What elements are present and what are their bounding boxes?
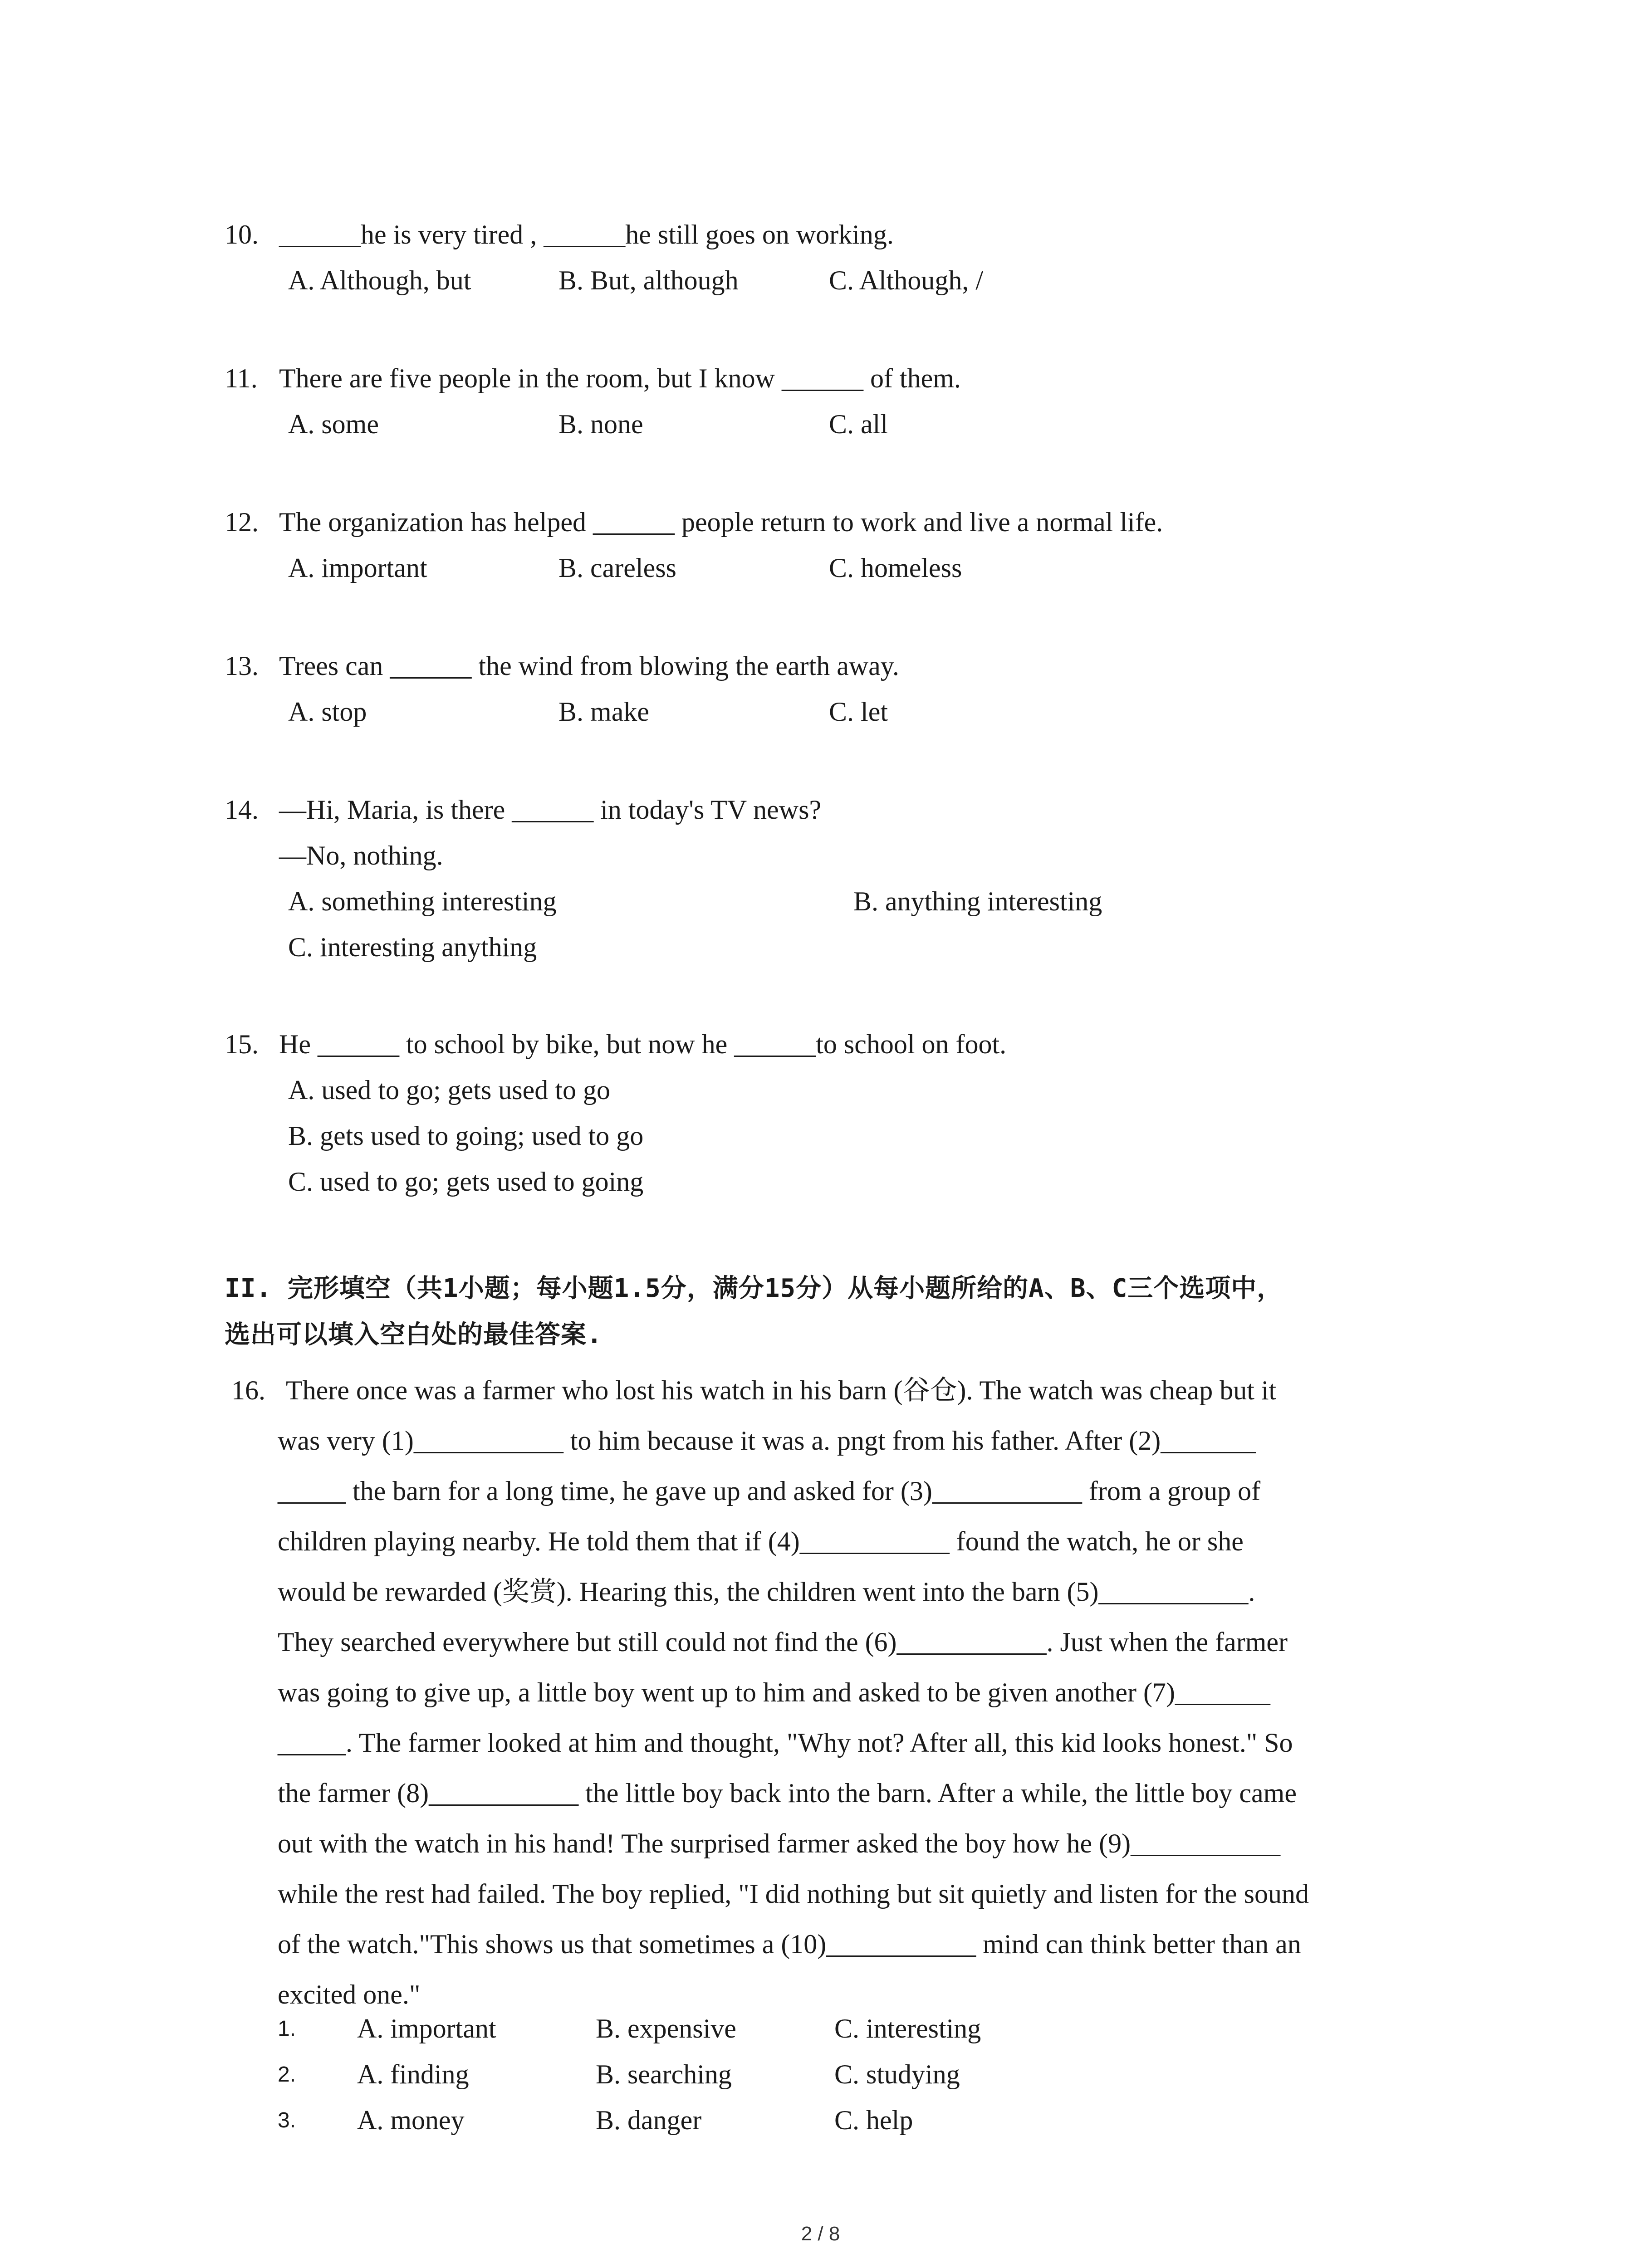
option-b: B. make xyxy=(558,697,649,727)
passage-line: of the watch."This shows us that sometimes a (10)___________ mind can think better than an xyxy=(278,1929,1301,1959)
section-heading-line-2: 选出可以填入空白处的最佳答案. xyxy=(225,1320,603,1349)
question-number: 12. xyxy=(225,507,259,537)
question-text: ______he is very tired , ______he still goes on working. xyxy=(279,220,894,249)
option-b: B. none xyxy=(558,409,643,439)
options-row xyxy=(288,401,1477,447)
passage-line: was going to give up, a little boy went up to him and asked to be given another (7)_______ xyxy=(278,1677,1270,1707)
question-12 xyxy=(225,499,1477,591)
option-b: B. expensive xyxy=(596,2014,736,2043)
question-number: 14. xyxy=(225,795,259,825)
question-text: Trees can ______ the wind from blowing the earth away. xyxy=(279,651,899,681)
option-c: C. studying xyxy=(834,2059,960,2089)
passage-text: There once was a farmer who lost his watch in his barn (谷仓). The watch was cheap but it xyxy=(286,1375,1277,1405)
option-c: C. help xyxy=(834,2105,913,2135)
options-row xyxy=(288,258,1477,303)
passage-line: while the rest had failed. The boy replied, "I did nothing but sit quietly and listen for the sound xyxy=(278,1879,1309,1909)
section-heading xyxy=(225,1266,1490,1358)
question-number: 16. xyxy=(231,1375,265,1405)
cloze-option-number: 1. xyxy=(278,2017,296,2041)
option-c: C. all xyxy=(829,409,888,439)
passage-line: _____. The farmer looked at him and thought, "Why not? After all, this kid looks honest." So xyxy=(278,1728,1293,1758)
option-a: A. important xyxy=(357,2014,496,2043)
question-text: The organization has helped ______ people return to work and live a normal life. xyxy=(279,507,1163,537)
question-text: There are five people in the room, but I know ______ of them. xyxy=(279,363,961,393)
option-c: C. interesting xyxy=(834,2014,981,2043)
question-text: —Hi, Maria, is there ______ in today's TV news? xyxy=(279,795,822,825)
cloze-option-row xyxy=(278,2006,981,2052)
question-11 xyxy=(225,356,1477,447)
question-10 xyxy=(225,212,1477,303)
options-row xyxy=(288,689,1477,735)
option-a: A. Although, but xyxy=(288,265,471,295)
option-a: A. some xyxy=(288,409,379,439)
question-15 xyxy=(225,1022,1477,1205)
cloze-option-row xyxy=(278,2052,981,2097)
question-text: He ______ to school by bike, but now he ______to school on foot. xyxy=(279,1029,1007,1059)
cloze-option-number: 3. xyxy=(278,2108,296,2132)
page-number: 2 / 8 xyxy=(801,2223,840,2245)
passage-line: _____ the barn for a long time, he gave up and asked for (3)___________ from a group of xyxy=(278,1476,1261,1506)
option-a: A. used to go; gets used to go xyxy=(288,1075,610,1105)
question-number: 13. xyxy=(225,651,259,681)
passage-line: was very (1)___________ to him because it was a. pngt from his father. After (2)_______ xyxy=(278,1426,1256,1456)
section-heading-line-1: II. 完形填空（共1小题；每小题1.5分，满分15分）从每小题所给的A、B、C三个选项中， xyxy=(225,1274,1283,1303)
cloze-passage xyxy=(278,1416,1503,2020)
passage-line: out with the watch in his hand! The surprised farmer asked the boy how he (9)___________ xyxy=(278,1828,1281,1858)
cloze-option-row xyxy=(278,2097,981,2143)
passage-first-line xyxy=(231,1365,1479,1416)
option-b: B. gets used to going; used to go xyxy=(288,1121,644,1151)
cloze-option-number: 2. xyxy=(278,2063,296,2087)
option-c: C. interesting anything xyxy=(288,932,537,962)
option-b: B. danger xyxy=(596,2105,702,2135)
option-b: B. But, although xyxy=(558,265,739,295)
option-a: A. something interesting xyxy=(288,886,557,916)
question-13 xyxy=(225,643,1477,735)
option-a: A. stop xyxy=(288,697,367,727)
option-b: B. careless xyxy=(558,553,676,583)
passage-line: children playing nearby. He told them that if (4)___________ found the watch, he or she xyxy=(278,1526,1244,1556)
option-c: C. used to go; gets used to going xyxy=(288,1167,644,1197)
question-number: 15. xyxy=(225,1029,259,1059)
option-c: C. homeless xyxy=(829,553,962,583)
question-14 xyxy=(225,787,1477,970)
option-c: C. let xyxy=(829,697,888,727)
question-answer-line: —No, nothing. xyxy=(279,841,443,870)
question-number: 10. xyxy=(225,220,259,249)
question-number: 11. xyxy=(225,363,258,393)
cloze-options xyxy=(278,2006,981,2143)
options-row xyxy=(288,545,1477,591)
option-b: B. searching xyxy=(596,2059,732,2089)
passage-line: would be rewarded (奖赏). Hearing this, the children went into the barn (5)___________. xyxy=(278,1577,1255,1607)
passage-line: They searched everywhere but still could not find the (6)___________. Just when the farmer xyxy=(278,1627,1288,1657)
passage-line: excited one." xyxy=(278,1980,421,2009)
option-a: A. money xyxy=(357,2105,465,2135)
passage-line: the farmer (8)___________ the little boy back into the barn. After a while, the little boy came xyxy=(278,1778,1297,1808)
options-row xyxy=(288,879,1477,924)
option-a: A. finding xyxy=(357,2059,469,2089)
option-b: B. anything interesting xyxy=(853,886,1102,916)
option-a: A. important xyxy=(288,553,427,583)
option-c: C. Although, / xyxy=(829,265,984,295)
